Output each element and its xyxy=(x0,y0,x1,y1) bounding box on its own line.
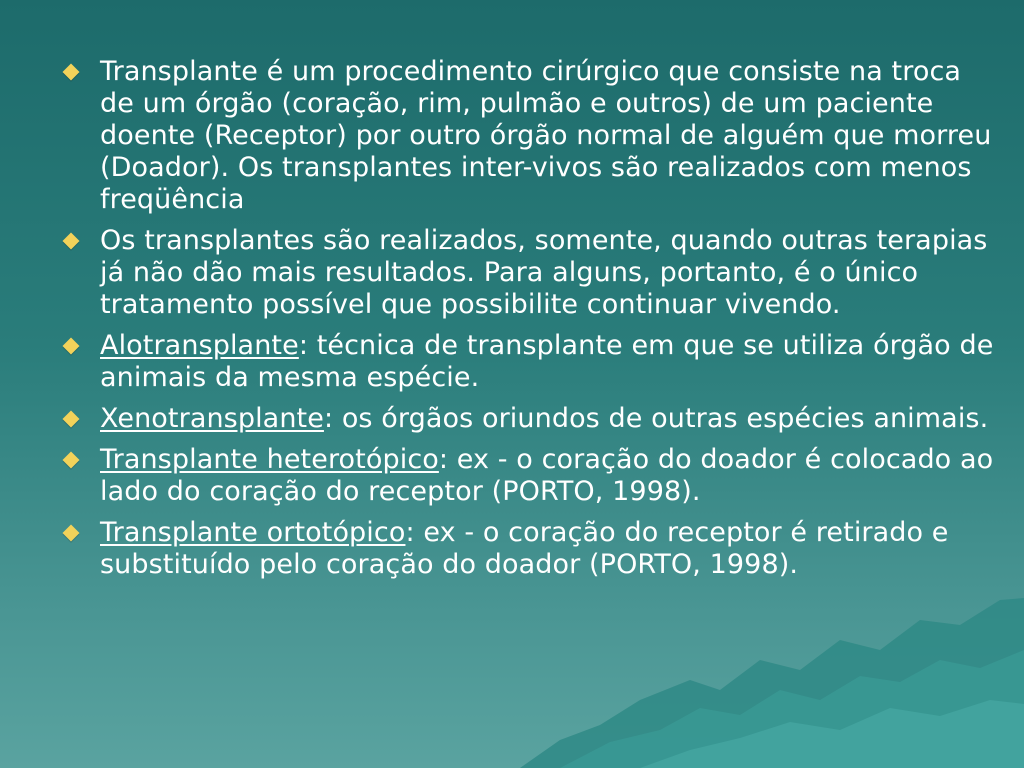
bullet-term: Transplante ortotópico xyxy=(100,517,406,548)
bullet-item xyxy=(62,517,1002,581)
bullet-list xyxy=(62,56,1002,590)
diamond-bullet-icon xyxy=(63,452,80,469)
bullet-item xyxy=(62,403,1002,435)
bullet-text: Os transplantes são realizados, somente, quando outras terapias já não dão mais resultados. Para alguns, portanto, é o único tratamento possível que possibilite continuar vivendo. xyxy=(100,225,988,320)
diamond-bullet-icon xyxy=(63,233,80,250)
bullet-term: Transplante heterotópico xyxy=(100,444,439,475)
diamond-bullet-icon xyxy=(63,525,80,542)
bullet-term: Xenotransplante xyxy=(100,403,324,434)
bullet-text: : ex - o coração do receptor é retirado e substituído pelo coração do doador (PORTO, 1998). xyxy=(100,517,949,580)
bullet-item xyxy=(62,56,1002,216)
bullet-item xyxy=(62,444,1002,508)
diamond-bullet-icon xyxy=(63,64,80,81)
diamond-bullet-icon xyxy=(63,411,80,428)
bullet-text: : ex - o coração do doador é colocado ao lado do coração do receptor (PORTO, 1998). xyxy=(100,444,994,507)
bullet-text: Transplante é um procedimento cirúrgico que consiste na troca de um órgão (coração, rim, pulmão e outros) de um paciente doente (Receptor) por outro órgão normal de alguém que morreu (Doador). Os transplantes inter-vivos são realizados com menos freqüência xyxy=(100,56,992,215)
bullet-text: : técnica de transplante em que se utiliza órgão de animais da mesma espécie. xyxy=(100,330,994,393)
bullet-item xyxy=(62,330,1002,394)
bullet-term: Alotransplante xyxy=(100,330,299,361)
bullet-text: : os órgãos oriundos de outras espécies animais. xyxy=(323,403,989,434)
diamond-bullet-icon xyxy=(63,338,80,355)
bullet-item xyxy=(62,225,1002,321)
